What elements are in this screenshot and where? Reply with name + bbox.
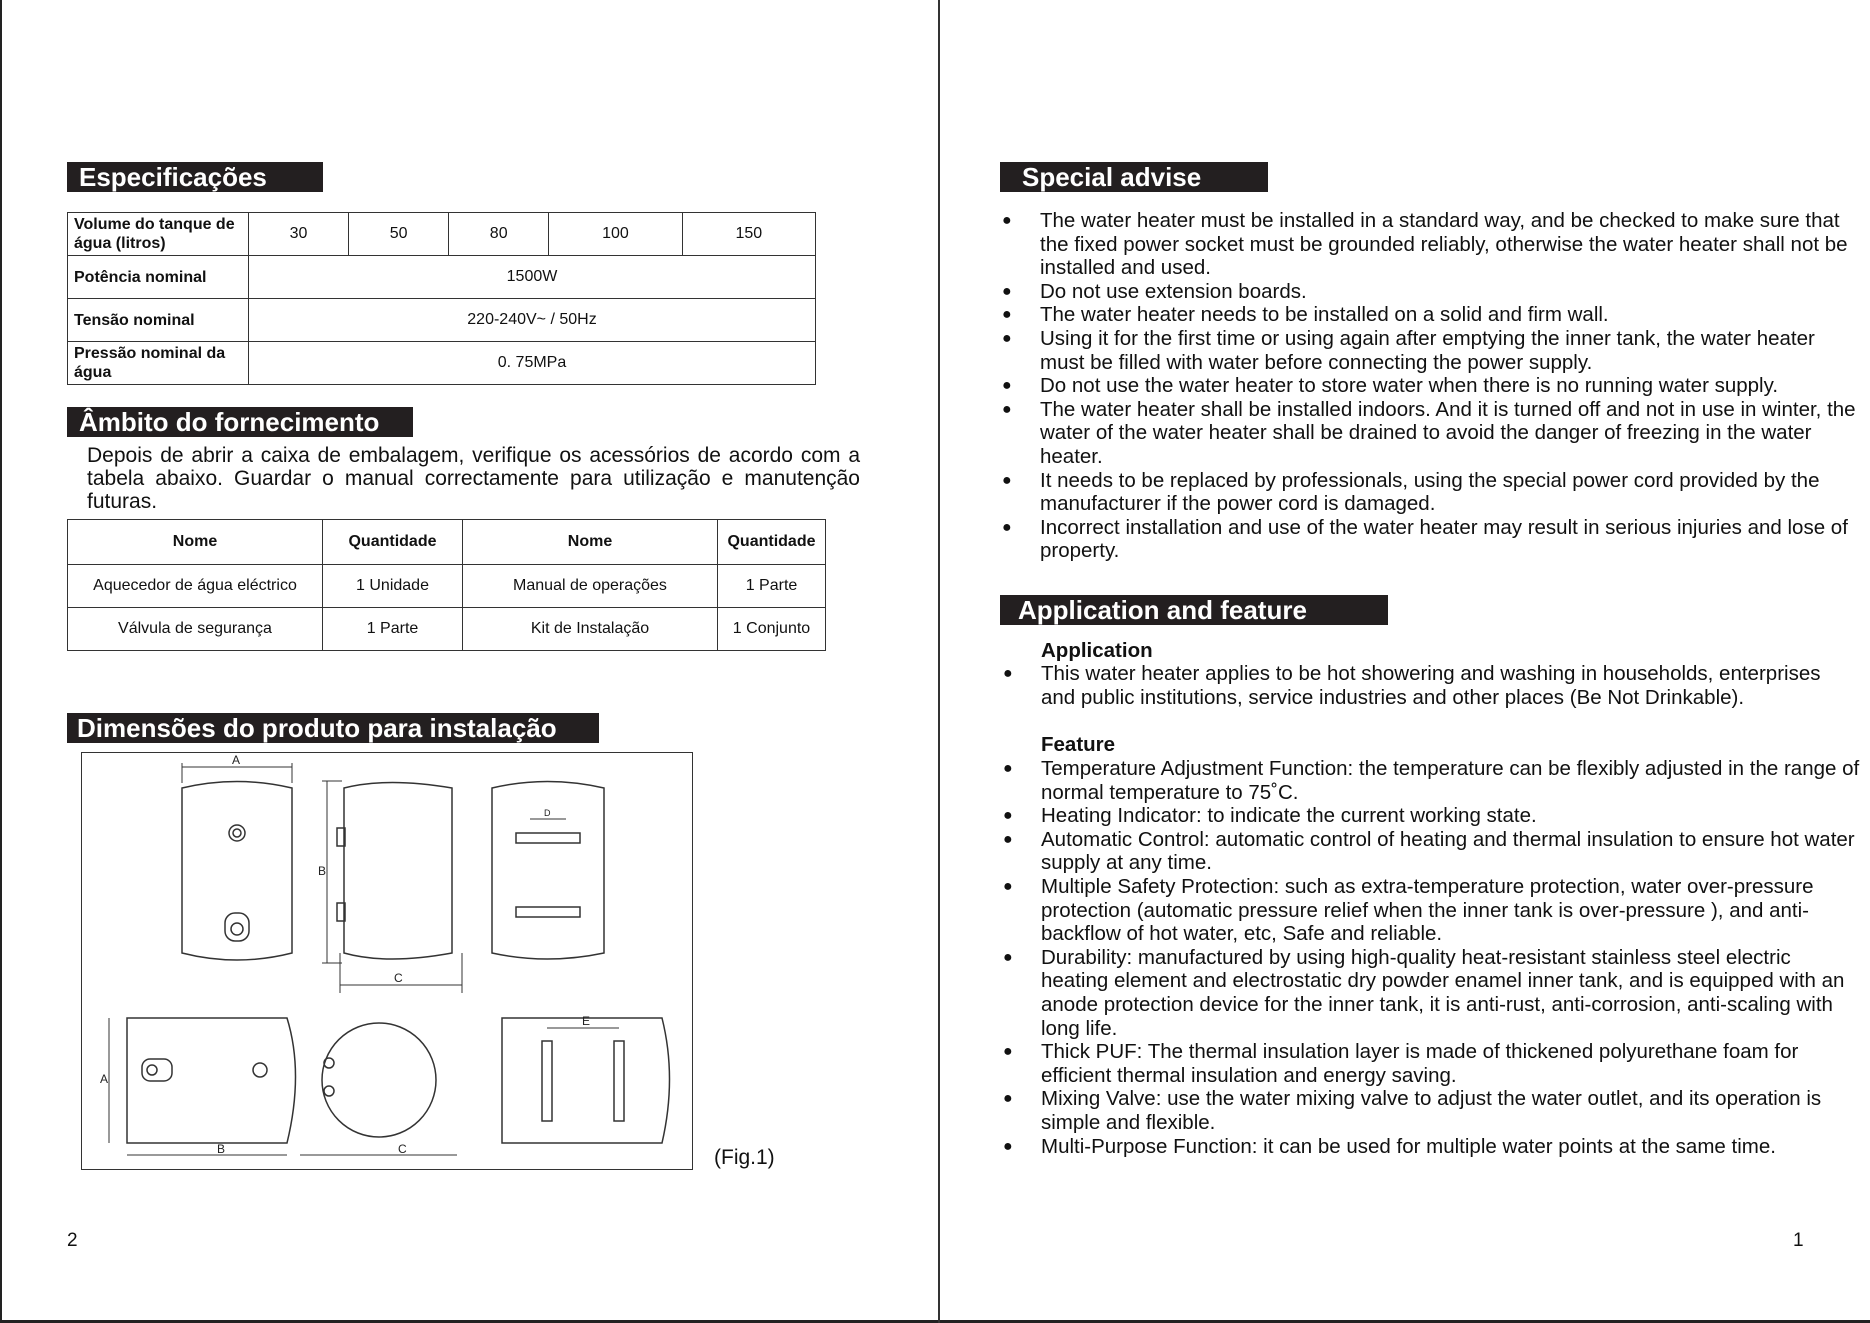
list-item: ● Automatic Control: automatic control of heating and thermal insulation to ensure hot water supply at any time. [1003,827,1855,875]
dimensions-drawing [82,753,692,1169]
bullet-icon: ● [1003,1043,1013,1061]
spec-row-volume [68,213,816,256]
table-cell: 1 Parte [323,608,463,651]
bullet-icon: ● [1003,830,1013,848]
table-cell: 1 Conjunto [718,608,826,651]
volume-cell: 150 [682,213,815,256]
table-cell: Kit de Instalação [463,608,718,651]
bullet-icon: ● [1003,1137,1013,1155]
side-view-body [344,783,452,960]
header-cell: Quantidade [718,520,826,565]
table-cell: Aquecedor de água eléctrico [68,565,323,608]
application-list [1003,662,1841,709]
power-label: Potência nominal [68,256,249,299]
front-view-body [182,782,292,961]
list-item: ● The water heater needs to be installed on a solid and firm wall. [1002,303,1609,327]
right-page [940,0,1870,1323]
supply-text: Depois de abrir a caixa de embalagem, verifique os acessórios de acordo com a tabela abaixo. Guardar o manual correctamente para utilização e manutenção futuras. [87,444,860,513]
header-cell: Nome [463,520,718,565]
volume-cell: 30 [249,213,349,256]
page-number: 2 [67,1230,78,1251]
dim-label-c: C [394,971,403,985]
power-value: 1500W [249,256,816,299]
bullet-icon: ● [1002,518,1012,536]
bullet-icon: ● [1002,306,1012,324]
list-item: ● Do not use the water heater to store water when there is no running water supply. [1002,374,1779,398]
supply-heading: Âmbito do fornecimento [67,407,413,437]
volume-cell: 100 [549,213,682,256]
spec-table [67,212,816,385]
voltage-value: 220-240V~ / 50Hz [249,299,816,342]
table-row [68,608,826,651]
dim-label-c-horizontal: C [398,1142,407,1156]
pressure-value: 0. 75MPa [249,342,816,385]
supply-header-row [68,520,826,565]
dimensions-figure [81,752,693,1170]
bullet-icon: ● [1003,877,1013,895]
dim-label-e: E [582,1014,591,1028]
figure-caption: (Fig.1) [714,1146,775,1169]
bullet-icon: ● [1002,282,1012,300]
table-cell: 1 Parte [718,565,826,608]
spec-row-voltage [68,299,816,342]
table-row [68,565,826,608]
dimensions-heading: Dimensões do produto para instalação [67,713,599,743]
pressure-label: Pressão nominal da água [68,342,249,385]
bullet-icon: ● [1002,471,1012,489]
voltage-label: Tensão nominal [68,299,249,342]
bullet-icon: ● [1003,948,1013,966]
bullet-icon: ● [1003,760,1013,777]
dim-label-b: B [318,864,327,878]
list-item: ● This water heater applies to be hot showering and washing in households, enterprises and public institutions, service industries and other places (Be Not Drinkable). [1003,662,1821,709]
feature-list [1003,757,1861,1158]
bullet-icon: ● [1002,400,1012,418]
header-cell: Nome [68,520,323,565]
page-number: 1 [1793,1230,1804,1251]
list-item: ● The water heater must be installed in a standard way, and be checked to make sure that the fixed power socket must be grounded reliably, otherwise the water heater shall not be installed and used. [1002,209,1848,280]
bullet-icon: ● [1002,329,1012,347]
list-item: ● Thick PUF: The thermal insulation layer is made of thickened polyurethane foam for efficient thermal insulation and energy saving. [1003,1040,1799,1087]
bullet-icon: ● [1003,1090,1013,1108]
list-item: ● Durability: manufactured by using high-quality heat-resistant stainless steel electric heating element and electrostatic dry powder enamel inner tank, and is equipped with an anode protection device for the inner tank, it is anti-rust, anti-corrosion, anti-scaling with long life. [1003,945,1845,1040]
list-item: ● Incorrect installation and use of the water heater may result in serious injuries and lose of property. [1002,515,1848,563]
dim-label-b-horizontal: B [217,1142,226,1156]
table-cell: Válvula de segurança [68,608,323,651]
spec-heading: Especificações [67,162,323,192]
dim-label-d: D [544,808,551,818]
bullet-icon: ● [1003,665,1013,682]
list-item: ● Using it for the first time or using again after emptying the inner tank, the water heater must be filled with water before connecting the power supply. [1002,326,1815,374]
list-item: ● Heating Indicator: to indicate the current working state. [1003,804,1537,828]
list-item: ● Multi-Purpose Function: it can be used for multiple water points at the same time. [1003,1134,1776,1158]
application-feature-heading: Application and feature [1000,595,1388,625]
special-advise-heading: Special advise [1000,162,1268,192]
volume-cell: 50 [349,213,449,256]
list-item: ● It needs to be replaced by professionals, using the special power cord provided by the manufacturer if the power cord is damaged. [1002,468,1820,516]
special-advise-list [1002,209,1862,563]
bullet-icon: ● [1002,377,1012,395]
volume-label: Volume do tanque de água (litros) [68,213,249,256]
table-cell: 1 Unidade [323,565,463,608]
dim-label-a: A [232,753,241,767]
application-title: Application [1041,639,1153,662]
spec-row-pressure [68,342,816,385]
end-view-body [322,1023,436,1137]
spec-row-power [68,256,816,299]
supply-table [67,519,826,651]
list-item: ● Mixing Valve: use the water mixing valve to adjust the water outlet, and its operation is simple and flexible. [1003,1087,1822,1134]
feature-title: Feature [1041,733,1116,756]
table-cell: Manual de operações [463,565,718,608]
header-cell: Quantidade [323,520,463,565]
dim-label-a-horizontal: A [100,1072,109,1086]
list-item: ● Multiple Safety Protection: such as extra-temperature protection, water over-pressure protection (automatic pressure relief when the inner tank is over-pressure ), and anti-backflow of hot water, etc, Safe and reliable. [1003,874,1814,946]
horizontal-back-body [502,1018,670,1143]
list-item: ● Do not use extension boards. [1002,279,1307,303]
bullet-icon: ● [1003,807,1013,825]
list-item: ● The water heater shall be installed indoors. And it is turned off and not in use in winter, the water of the water heater shall be drained to avoid the danger of freezing in the water heater. [1002,397,1856,468]
volume-cell: 80 [449,213,549,256]
bullet-icon: ● [1002,212,1012,229]
list-item: ● Temperature Adjustment Function: the temperature can be flexibly adjusted in the range of normal temperature to 75˚C. [1003,757,1860,804]
